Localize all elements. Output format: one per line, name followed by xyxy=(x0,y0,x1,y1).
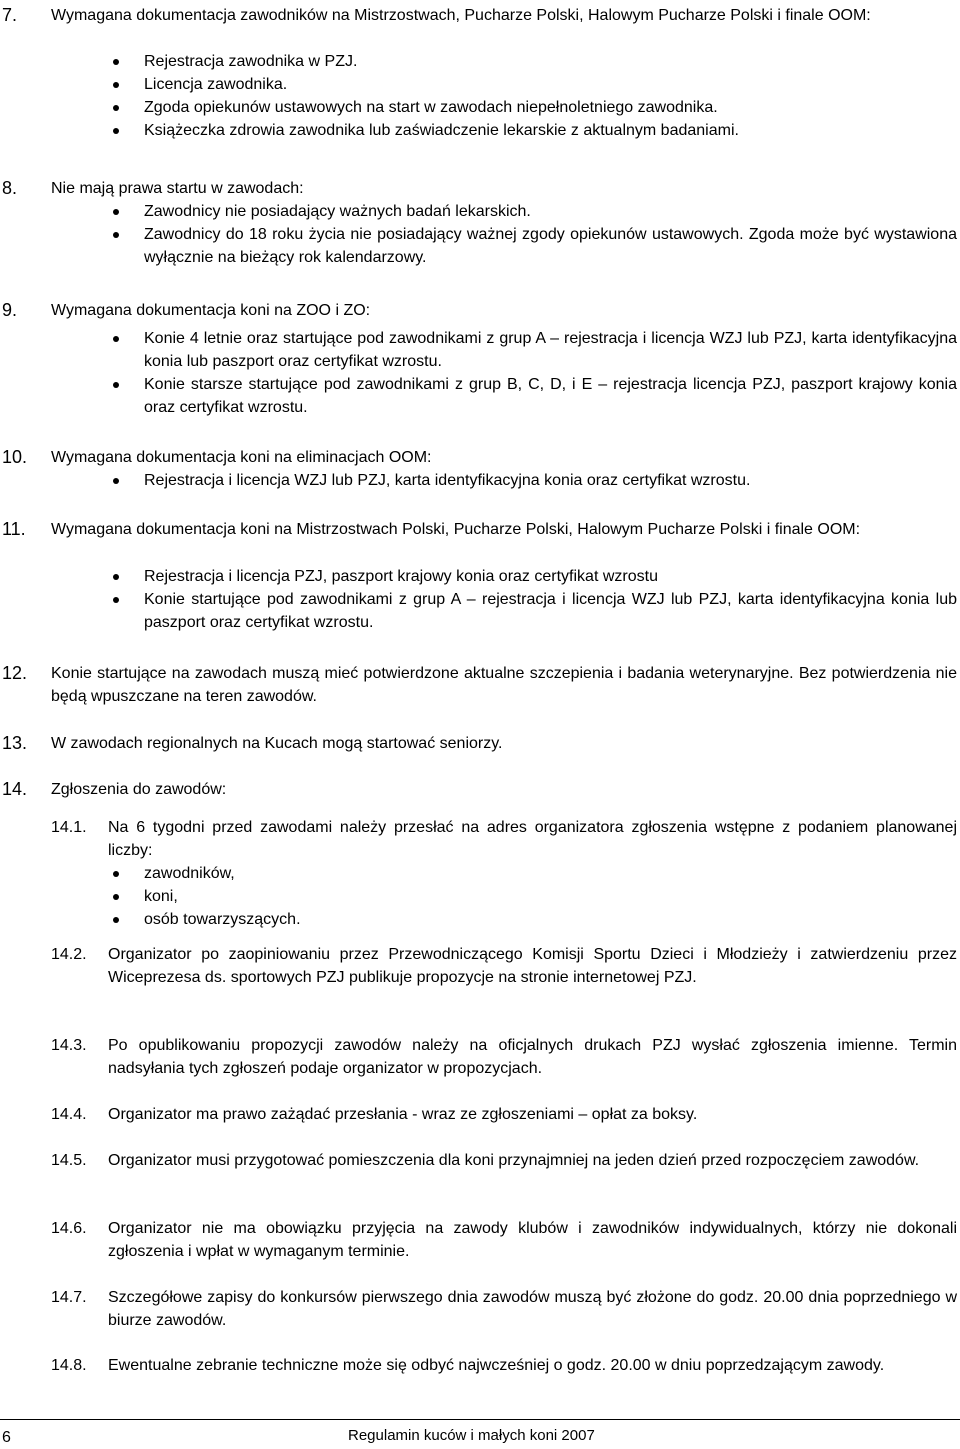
section-number: 8. xyxy=(2,178,18,198)
section-heading: Nie mają prawa startu w zawodach: xyxy=(51,180,304,197)
subsection-text: Ewentualne zebranie techniczne może się odbyć najwcześniej o godz. 20.00 w dniu poprzedzającym zawody. xyxy=(108,1357,885,1374)
footer-title: Regulamin kuców i małych koni 2007 xyxy=(348,1427,595,1444)
section-heading: Wymagana dokumentacja koni na eliminacjach OOM: xyxy=(51,449,432,466)
list-item: Zawodnicy do 18 roku życia nie posiadający ważnej zgody opiekunów ustawowych. Zgoda może być wystawiona wyłącznie na bieżący rok kalendarzowy. xyxy=(51,223,957,269)
section-number: 13. xyxy=(2,733,28,753)
section-heading: Zgłoszenia do zawodów: xyxy=(51,781,227,798)
bullet-list xyxy=(108,862,957,931)
subsection-number: 14.5. xyxy=(51,1152,87,1169)
section-number: 7. xyxy=(2,5,18,25)
subsection-number: 14.3. xyxy=(51,1037,87,1054)
subsection-text: Po opublikowaniu propozycji zawodów należy na oficjalnych drukach PZJ wysłać zgłoszenia imienne. Termin nadsyłania tych zgłoszeń podaje organizator w propozycjach. xyxy=(108,1037,957,1077)
subsection-text: Organizator musi przygotować pomieszczenia dla koni przynajmniej na jeden dzień przed rozpoczęciem zawodów. xyxy=(108,1152,920,1169)
subsection-number: 14.7. xyxy=(51,1289,87,1306)
subsection-number: 14.4. xyxy=(51,1106,87,1123)
list-item: Książeczka zdrowia zawodnika lub zaświadczenie lekarskie z aktualnym badaniami. xyxy=(51,119,957,142)
section-text: Konie startujące na zawodach muszą mieć potwierdzone aktualne szczepienia i badania weterynaryjne. Bez potwierdzenia nie będą wpuszczane na teren zawodów. xyxy=(51,665,957,705)
section-heading: Wymagana dokumentacja koni na ZOO i ZO: xyxy=(51,302,371,319)
subsection-text: Szczegółowe zapisy do konkursów pierwszego dnia zawodów muszą być złożone do godz. 20.00 dnia poprzedniego w biurze zawodów. xyxy=(108,1289,957,1329)
subsection-text: Organizator nie ma obowiązku przyjęcia na zawody klubów i zawodników indywidualnych, którzy nie dokonali zgłoszenia i wpłat w wymaganym terminie. xyxy=(108,1220,957,1260)
section-number: 14. xyxy=(2,779,28,799)
subsection-text: Organizator ma prawo zażądać przesłania - wraz ze zgłoszeniami – opłat za boksy. xyxy=(108,1106,698,1123)
bullet-list xyxy=(51,469,957,492)
section-number: 11. xyxy=(2,519,26,539)
bullet-list xyxy=(51,327,957,419)
bullet-list xyxy=(51,50,957,142)
list-item: Rejestracja zawodnika w PZJ. xyxy=(51,50,957,73)
bullet-list xyxy=(51,200,957,269)
section-number: 9. xyxy=(2,300,18,320)
subsection-text: Na 6 tygodni przed zawodami należy przesłać na adres organizatora zgłoszenia wstępne z podaniem planowanej liczby: xyxy=(108,819,957,859)
list-item: Zgoda opiekunów ustawowych na start w zawodach niepełnoletniego zawodnika. xyxy=(51,96,957,119)
bullet-list xyxy=(51,565,957,634)
page-number: 6 xyxy=(2,1429,11,1446)
subsection-text: Organizator po zaopiniowaniu przez Przewodniczącego Komisji Sportu Dzieci i Młodzieży i zatwierdzeniu przez Wiceprezesa ds. sportowych PZJ publikuje propozycje na stronie internetowej PZJ. xyxy=(108,946,957,986)
list-item: Licencja zawodnika. xyxy=(51,73,957,96)
list-item: osób towarzyszących. xyxy=(108,908,957,931)
list-item: Konie startujące pod zawodnikami z grup A – rejestracja i licencja WZJ lub PZJ, karta identyfikacyjna konia lub paszport oraz certyfikat wzrostu. xyxy=(51,588,957,634)
section-text: W zawodach regionalnych na Kucach mogą startować seniorzy. xyxy=(51,735,503,752)
section-number: 12. xyxy=(2,663,28,683)
list-item: Rejestracja i licencja PZJ, paszport krajowy konia oraz certyfikat wzrostu xyxy=(51,565,957,588)
list-item: Zawodnicy nie posiadający ważnych badań lekarskich. xyxy=(51,200,957,223)
section-heading: Wymagana dokumentacja koni na Mistrzostwach Polski, Pucharze Polski, Halowym Pucharze Polski i finale OOM: xyxy=(51,521,861,538)
list-item: zawodników, xyxy=(108,862,957,885)
footer-rule xyxy=(0,1419,960,1420)
subsection-number: 14.2. xyxy=(51,946,87,963)
list-item: Konie starsze startujące pod zawodnikami z grup B, C, D, i E – rejestracja licencja PZJ, paszport krajowy konia oraz certyfikat wzrostu. xyxy=(51,373,957,419)
section-heading: Wymagana dokumentacja zawodników na Mistrzostwach, Pucharze Polski, Halowym Pucharze Polski i finale OOM: xyxy=(51,7,871,24)
subsection-number: 14.1. xyxy=(51,819,87,836)
list-item: Rejestracja i licencja WZJ lub PZJ, karta identyfikacyjna konia oraz certyfikat wzrostu. xyxy=(51,469,957,492)
section-number: 10. xyxy=(2,447,28,467)
list-item: koni, xyxy=(108,885,957,908)
list-item: Konie 4 letnie oraz startujące pod zawodnikami z grup A – rejestracja i licencja WZJ lub PZJ, karta identyfikacyjna konia lub paszport oraz certyfikat wzrostu. xyxy=(51,327,957,373)
subsection-number: 14.6. xyxy=(51,1220,87,1237)
subsection-number: 14.8. xyxy=(51,1357,87,1374)
